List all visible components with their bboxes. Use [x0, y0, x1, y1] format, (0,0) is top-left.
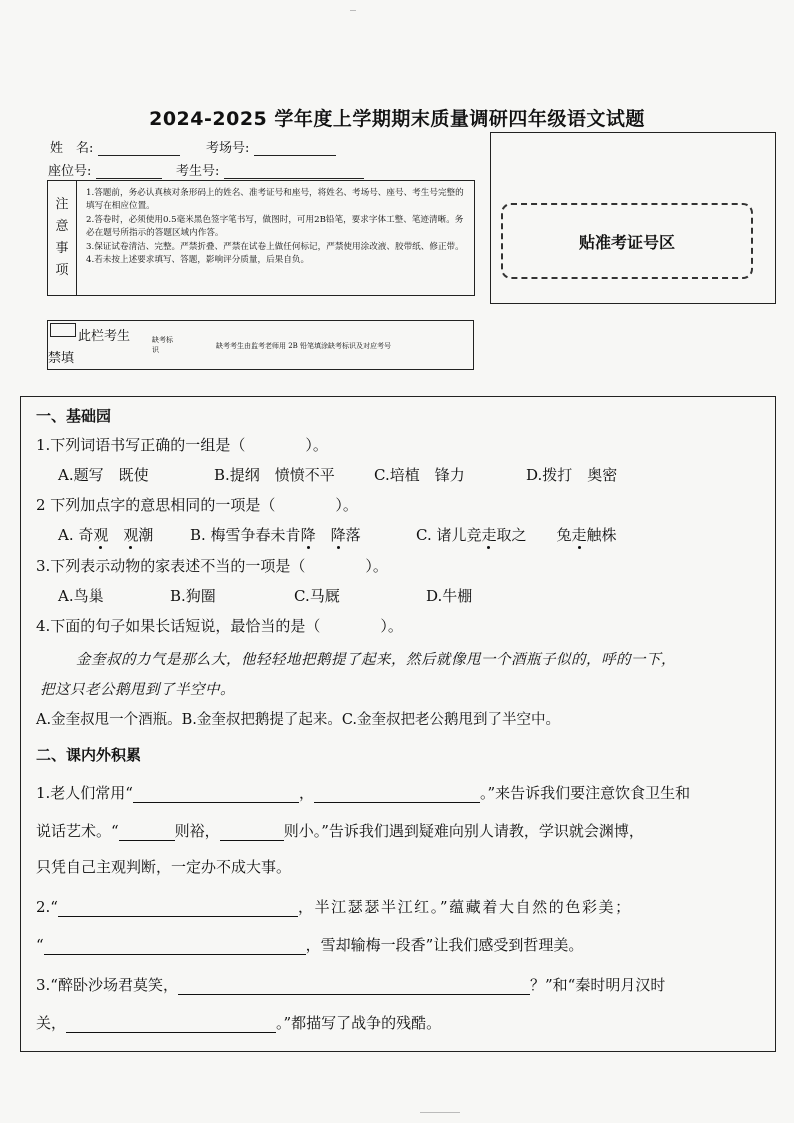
section1-heading: 一、基础园	[36, 407, 112, 425]
s1-q2-c-pre: C. 诸儿竞	[416, 526, 482, 544]
notice-label-char: 项	[55, 263, 69, 278]
s2-q1-blank1[interactable]	[133, 786, 299, 803]
s1-q2-option-a[interactable]	[58, 524, 153, 545]
s1-q4-stem: 4.下面的句子如果长话短说，最恰当的是（ ）。	[36, 617, 403, 635]
s1-q3-stem: 3.下列表示动物的家表述不当的一项是（ ）。	[36, 557, 388, 575]
notice-box	[47, 180, 475, 296]
s1-q2-b-mid	[316, 526, 331, 544]
s1-q2-option-b[interactable]	[190, 524, 361, 545]
student-no-row	[176, 160, 364, 179]
notice-text	[86, 187, 468, 267]
s2-q1-line2-pre: 说话艺术。“	[36, 822, 119, 840]
s1-q3-option-d[interactable]: D.牛棚	[426, 587, 473, 605]
ticket-area-label: 贴准考证号区	[578, 232, 675, 252]
student-no-field[interactable]	[224, 164, 364, 179]
s1-q2-c-dot2: 走	[571, 526, 587, 544]
s2-q3-blank2[interactable]	[66, 1016, 276, 1033]
s2-q1-line1-pre: 1.老人们常用“	[36, 784, 133, 802]
s1-q2-c-dot1: 走	[481, 526, 497, 544]
scan-mark-bottom	[420, 1112, 460, 1113]
s2-q3-blank1[interactable]	[178, 978, 530, 995]
seat-row	[48, 160, 162, 179]
forbid-label: 此栏考生	[78, 329, 131, 344]
seat-field[interactable]	[96, 164, 162, 179]
notice-label-char: 事	[55, 241, 69, 256]
forbid-label-2: 禁填	[48, 351, 75, 366]
exam-room-row	[206, 137, 336, 156]
s1-q2-a-mid	[108, 526, 123, 544]
s1-q1-stem: 1.下列词语书写正确的一组是（ ）。	[36, 436, 328, 454]
s2-q3-line1-pre: 3.“醉卧沙场君莫笑，	[36, 976, 178, 994]
name-field[interactable]	[98, 141, 180, 156]
student-no-label: 考生号:	[176, 164, 220, 179]
s2-q2-line2	[36, 934, 583, 955]
absent-instruction: 缺考考生由监考老师用 2B 铅笔填涂缺考标识及对应考号	[216, 342, 392, 350]
absent-mark-label-2: 识	[152, 346, 159, 354]
s1-q2-b-post: 落	[345, 526, 361, 544]
s2-q1-line3: 只凭自己主观判断，一定办不成大事。	[36, 858, 292, 876]
s2-q3-line1-post: ？”和“秦时明月汉时	[529, 976, 666, 994]
s1-q4-options[interactable]: A.金奎叔甩一个酒瓶。B.金奎叔把鹅提了起来。C.金奎叔把老公鹅甩到了半空中。	[36, 712, 561, 728]
s2-q3-line2	[36, 1012, 441, 1033]
s1-q3-option-a[interactable]: A.鸟巢	[58, 587, 104, 605]
absent-square[interactable]	[50, 323, 76, 337]
s1-q2-b-pre: B. 梅雪争春未肯	[190, 526, 301, 544]
s1-q3-option-c[interactable]: C.马厩	[294, 587, 340, 605]
s2-q1-line1-post: 。”来告诉我们要注意饮食卫生和	[480, 784, 691, 802]
s1-q2-a-pre: A. 奇	[58, 526, 94, 544]
s2-q2-line1	[36, 896, 632, 917]
s1-q1-option-c[interactable]: C.培植 锋力	[374, 466, 465, 484]
s1-q2-b-dot1: 降	[300, 526, 316, 544]
s2-q3-line2-pre: 关，	[36, 1014, 67, 1032]
scan-mark-top	[350, 10, 356, 11]
s2-q2-line2-pre: “	[36, 936, 44, 954]
notice-item: 1.答题前，务必认真核对条形码上的姓名、准考证号和座号，将姓名、考场号、座号、考生号完整的填写在相应位置。	[86, 188, 464, 212]
s1-q2-b-dot2: 降	[330, 526, 346, 544]
s2-q1-line2	[36, 820, 644, 841]
section2-heading: 二、课内外积累	[36, 746, 142, 764]
s1-q4-passage-line2: 把这只老公鹅甩到了半空中。	[40, 682, 235, 698]
s1-q1-option-d[interactable]: D.拨打 奥密	[526, 466, 618, 484]
s2-q1-line2-mid: 则裕，	[174, 822, 220, 840]
ticket-box	[490, 132, 776, 304]
seat-label: 座位号:	[48, 164, 92, 179]
s1-q3-option-b[interactable]: B.狗圈	[170, 587, 216, 605]
absent-box	[47, 320, 474, 370]
name-label: 姓 名:	[50, 141, 94, 156]
absent-mark-label: 缺考标	[152, 336, 173, 344]
s1-q2-option-c[interactable]	[416, 524, 617, 545]
exam-room-label: 考场号:	[206, 141, 250, 156]
notice-label-char: 意	[55, 219, 69, 234]
s2-q1-blank3[interactable]	[119, 824, 175, 841]
page-title: 2024-2025 学年度上学期期末质量调研四年级语文试题	[149, 108, 645, 130]
s1-q2-a-dot2: 观	[123, 526, 139, 544]
s1-q2-c-mid: 取之 兔	[496, 526, 572, 544]
s1-q1-option-a[interactable]: A.题写 既使	[58, 466, 149, 484]
s2-q1-line2-post: 则小。”告诉我们遇到疑难向别人请教，学识就会渊博，	[283, 822, 644, 840]
s1-q2-stem: 2 下列加点字的意思相同的一项是（ ）。	[36, 496, 358, 514]
notice-label-char: 注	[55, 197, 69, 212]
s1-q2-c-post: 触株	[586, 526, 617, 544]
notice-label	[48, 181, 77, 295]
exam-room-field[interactable]	[254, 141, 336, 156]
s2-q3-line1	[36, 974, 665, 995]
s2-q1-line1	[36, 782, 690, 803]
ticket-sticker-area[interactable]	[501, 203, 753, 279]
s2-q1-blank4[interactable]	[220, 824, 284, 841]
s2-q2-line1-post: ，半江瑟瑟半江红。”蕴藏着大自然的色彩美；	[297, 898, 632, 916]
s2-q1-line1-comma: ，	[298, 784, 314, 802]
s2-q2-line1-pre: 2.“	[36, 898, 58, 916]
s1-q4-passage-line1: 金奎叔的力气是那么大，他轻轻地把鹅提了起来，然后就像甩一个酒瓶子似的，呼的一下，	[76, 652, 676, 668]
s2-q2-line2-post: ，雪却输梅一段香”让我们感受到哲理美。	[305, 936, 584, 954]
s1-q2-a-dot1: 观	[93, 526, 109, 544]
s1-q2-a-post: 潮	[138, 526, 154, 544]
s2-q1-blank2[interactable]	[314, 786, 480, 803]
notice-item: 2.答卷时，必须使用0.5毫米黑色签字笔书写，做图时，可用2B铅笔，要求字体工整、笔迹清晰。务必在题号所指示的答题区域内作答。	[86, 214, 464, 239]
s2-q2-blank1[interactable]	[58, 900, 298, 917]
s2-q2-blank2[interactable]	[44, 938, 306, 955]
s2-q3-line2-post: 。”都描写了战争的残酷。	[276, 1014, 442, 1032]
s1-q1-option-b[interactable]: B.提纲 愤愤不平	[214, 466, 335, 484]
name-row	[50, 137, 180, 156]
notice-item: 3.保证试卷清洁、完整。严禁折叠、严禁在试卷上做任何标记，严禁使用涂改液、胶带纸、修正带。	[86, 241, 464, 252]
notice-item: 4.若未按上述要求填写、答题，影响评分质量，后果自负。	[86, 255, 310, 266]
